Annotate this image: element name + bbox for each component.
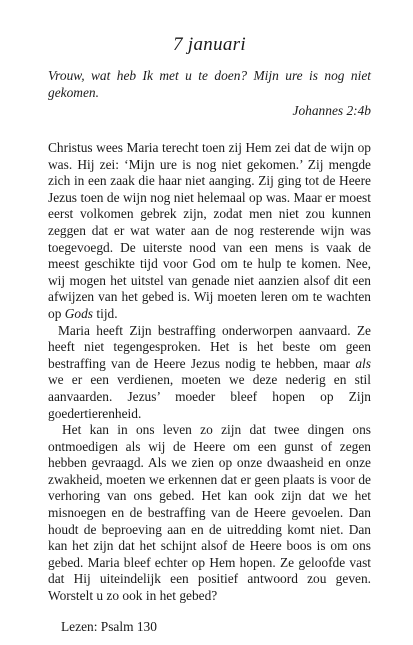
reading-reference: Lezen: Psalm 130 [61, 618, 157, 634]
paragraph-1-text-b: tijd. [93, 305, 118, 321]
body-text [48, 140, 371, 605]
paragraph-2 [48, 323, 371, 423]
paragraph-2-text-a: Maria heeft Zijn bestraffing onderworpen aanvaard. Ze heeft niet tegengesproken. Het is het beste om geen bestraffing van de Heere Jezus nodig te hebben, maar [48, 322, 371, 371]
paragraph-2-emphasis: als [355, 355, 371, 371]
paragraph-1-text-a: Christus wees Maria terecht toen zij Hem zei dat de wijn op was. Hij zei: ‘Mijn ure is nog niet gekomen.’ Zij mengde zich in een zaak die haar niet aanging. Zij ging tot de Heere Jezus toen de wijn nog niet helemaal op was. Maar er moest eerst volkomen gebrek zijn, zodat men niet zou kunnen zeggen dat er wat water aan de nog resterende wijn was toegevoegd. De uiterste nood van een mens is vaak de meest geschikte tijd voor God om te hulp te komen. Nee, wij mogen het uitstel van genade niet aanzien alsof dit een afwijzen van het gebed is. Wij moeten leren om te wachten op [48, 140, 371, 321]
paragraph-1 [48, 140, 371, 323]
paragraph-1-emphasis: Gods [64, 305, 94, 321]
motto-verse: Vrouw, wat heb Ik met u te doen? Mijn ure is nog niet gekomen. [48, 68, 371, 100]
devotional-page [48, 0, 371, 635]
motto-reference: Johannes 2:4b [292, 103, 371, 118]
date-heading: 7 januari [173, 34, 246, 55]
paragraph-2-text-b: we er een verdienen, moeten we deze nederig en stil aanvaarden. Jezus’ moeder bleef hopen op Zijn goedertierenheid. [48, 372, 371, 421]
paragraph-3-text: Het kan in ons leven zo zijn dat twee dingen ons ontmoedigen als wij de Heere om een gunst of zegen hebben gevraagd. Als we zien op onze dwaasheid en onze zwakheid, moeten we erkennen dat er geen plaats is voor de verhoring van ons gebed. Het kan ook zijn dat we het misnoegen en de bestraffing van de Heere gevoelen. Dan houdt de beproeving aan en de uitredding komt niet. Dan kan het zijn dat het schijnt alsof de Heere boos is om ons gebed. Maria bleef echter op Hem hopen. Ze geloofde vast dat Hij uiteindelijk een positief antwoord zou geven. Worstelt u zo ook in het gebed? [48, 422, 371, 604]
paragraph-3 [48, 422, 371, 605]
